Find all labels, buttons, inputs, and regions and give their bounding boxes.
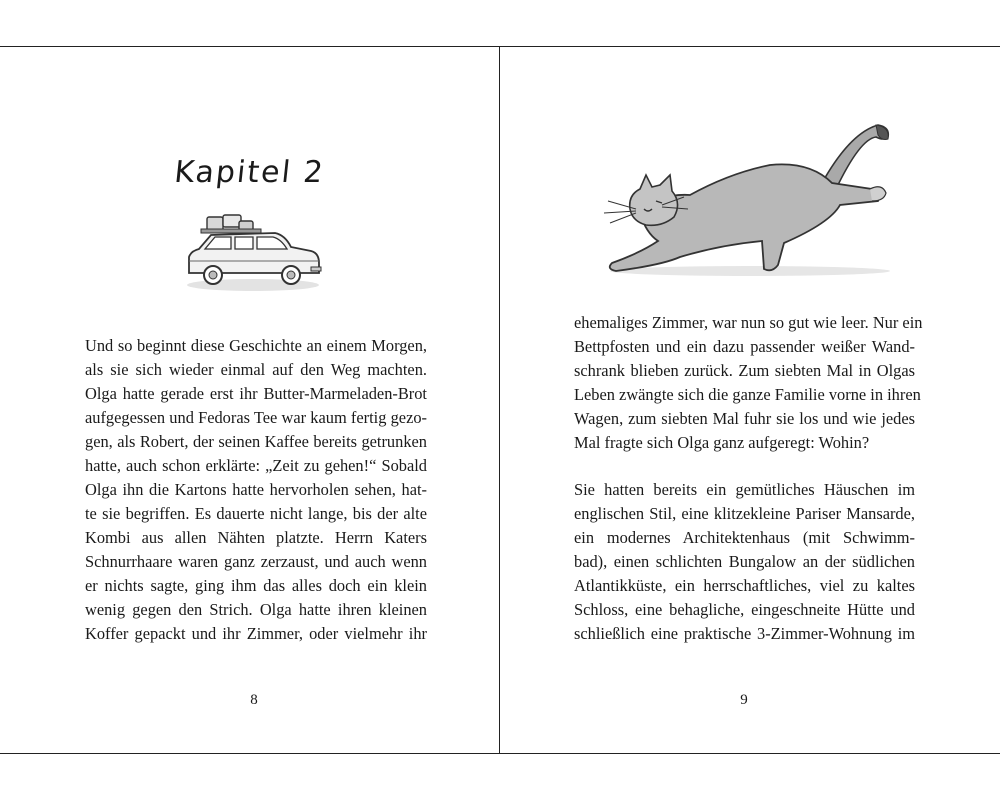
text-line: er nichts sagte, ging ihm das alles doch ein klein [85,576,427,595]
text-line: wenig gegen den Strich. Olga hatte ihren kleinen [85,600,427,619]
page-number: 9 [740,692,748,708]
book-spread [0,46,1000,754]
text-line: hatte, auch schon erklärte: „Zeit zu gehen!“ Sobald [85,456,427,475]
left-body-text [85,334,427,646]
text-line: Kombi aus allen Nähten platzte. Herrn Katers [85,528,427,547]
text-line: Sie hatten bereits ein gemütliches Häuschen im [574,480,915,499]
car-illustration [183,207,323,297]
text-line: te sie begriffen. Es dauerte nicht lange, bis der alte [85,504,427,523]
text-line: schrank blieben zurück. Zum siebten Mal in Olgas [574,361,915,380]
text-line: schließlich eine praktische 3-Zimmer-Wohnung im [574,624,915,643]
text-line: Olga hatte gerade erst ihr Butter-Marmeladen-Brot [85,384,427,403]
page-number: 8 [250,692,258,708]
right-paragraph-2 [574,478,915,646]
text-line: Schnurrhaare waren ganz zerzaust, und auch wenn [85,552,427,571]
text-line: Atlantikküste, ein herrschaftliches, viel zu kaltes [574,576,915,595]
text-line: Leben zwängte sich die ganze Familie vorne in ihren [574,385,921,404]
text-line: bad), einen schlichten Bungalow an der südlichen [574,552,915,571]
text-line: Mal fragte sich Olga ganz aufgeregt: Wohin? [574,433,870,452]
chapter-title: Kapitel 2 [172,155,327,190]
text-line: ein modernes Architektenhaus (mit Schwimm- [574,528,915,547]
text-line: Koffer gepackt und ihr Zimmer, oder vielmehr ihr [85,624,427,643]
text-line: aufgegessen und Fedoras Tee war kaum fertig gezo- [85,408,427,427]
text-line: ehemaliges Zimmer, war nun so gut wie leer. Nur ein [574,313,923,332]
right-page [500,47,1000,753]
right-paragraph-1 [574,311,923,455]
text-line: gen, als Robert, der seinen Kaffee bereits getrunken [85,432,427,451]
text-line: Bettpfosten und ein dazu passender weißer Wand- [574,337,915,356]
text-line: als sie sich wieder einmal auf den Weg machten. [85,360,427,379]
text-line: Wagen, zum siebten Mal fuhr sie los und wie jedes [574,409,915,428]
text-line: Und so beginnt diese Geschichte an einem Morgen, [85,336,427,355]
text-line: englischen Stil, eine klitzekleine Pariser Mansarde, [574,504,915,523]
left-page [0,47,499,753]
text-line: Olga ihn die Kartons hatte hervorholen sehen, hat- [85,480,427,499]
cat-illustration [600,113,900,283]
text-line: Schloss, eine behagliche, eingeschneite Hütte und [574,600,915,619]
